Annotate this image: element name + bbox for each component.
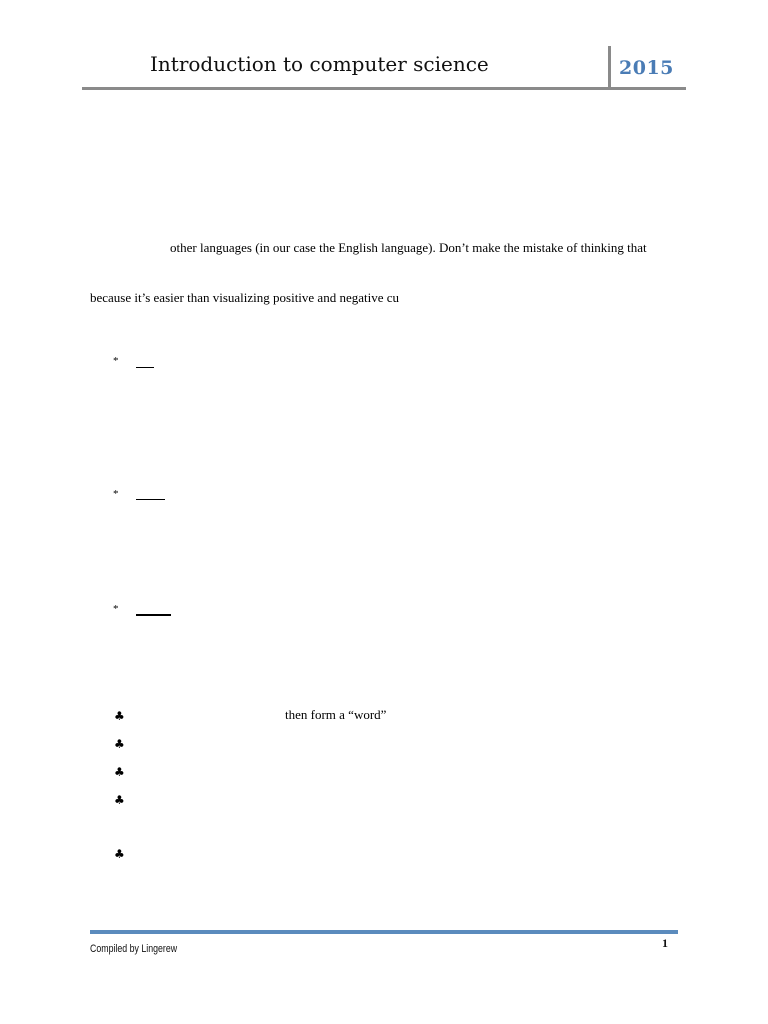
header-year: 2015: [619, 57, 674, 79]
star-bullet-3: *: [113, 603, 119, 615]
star-bullet-1: *: [113, 355, 119, 367]
blank-underline-1: [136, 367, 154, 368]
header-vertical-divider: [608, 46, 611, 88]
blank-underline-2: [136, 499, 165, 500]
paragraph-line-1: other languages (in our case the English language). Don’t make the mistake of thinking that: [170, 240, 647, 255]
club-bullet-1: ♣: [114, 709, 125, 723]
club-bullet-3: ♣: [114, 765, 125, 779]
club-bullet-5: ♣: [114, 847, 125, 861]
header-rule: [82, 87, 686, 90]
footer-compiled-by: Compiled by Lingerew: [90, 943, 178, 955]
club-bullet-1-text: then form a “word”: [285, 707, 387, 722]
blank-underline-3: [136, 614, 171, 616]
footer-rule: [90, 930, 678, 934]
paragraph-line-2: because it’s easier than visualizing positive and negative cu: [90, 290, 400, 305]
club-bullet-2: ♣: [114, 737, 125, 751]
star-bullet-2: *: [113, 488, 119, 500]
club-bullet-4: ♣: [114, 793, 125, 807]
page-number: 1: [662, 936, 668, 950]
page-header-title: Introduction to computer science: [150, 52, 489, 76]
